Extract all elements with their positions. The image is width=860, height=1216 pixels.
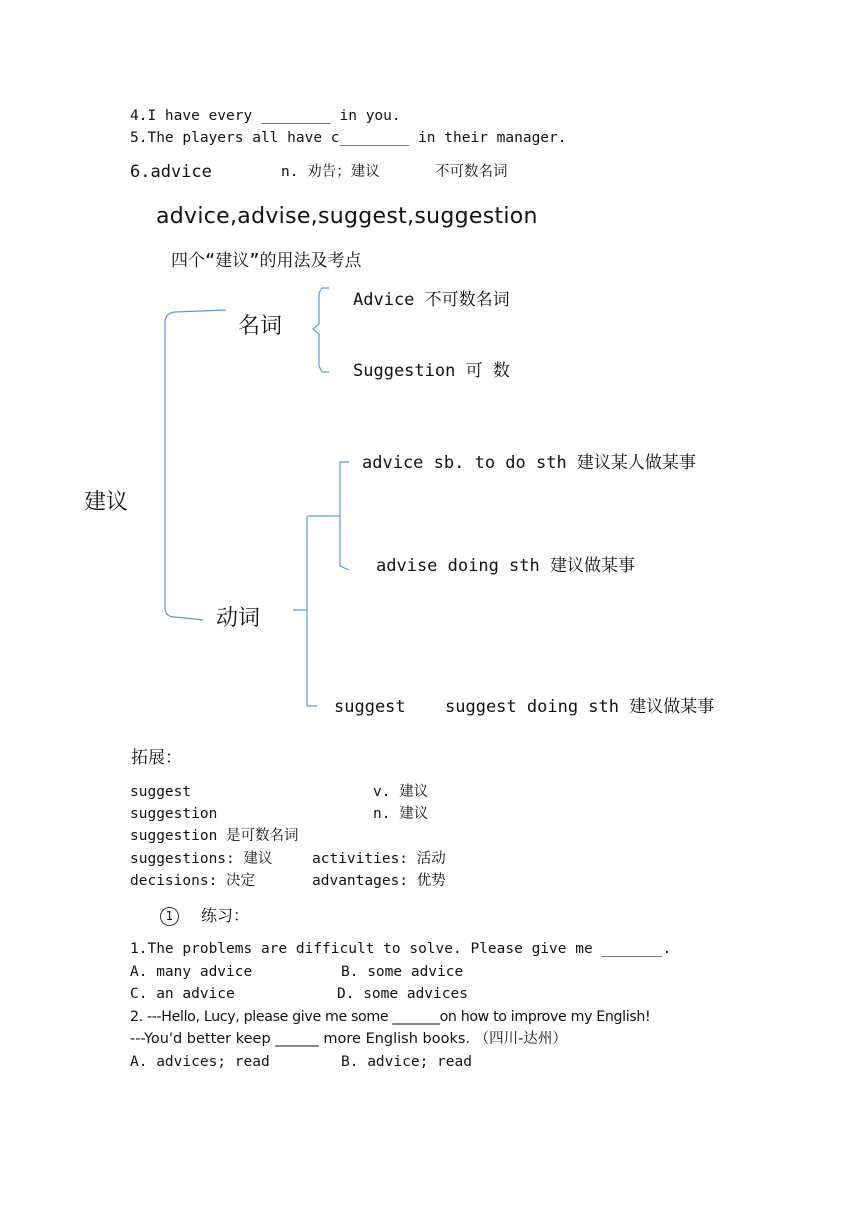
expansion-title: 拓展： — [131, 748, 182, 768]
noun-item-advice: Advice 不可数名词 — [353, 290, 510, 310]
practice-q2-option-a: A. advices; read — [130, 1054, 270, 1070]
practice-q2-line1: 2. ---Hello, Lucy, please give me some _______on how to improve my English! — [130, 1009, 651, 1025]
practice-q1-option-c: C. an advice — [130, 986, 235, 1002]
practice-title: 练习： — [201, 906, 250, 925]
diagram-noun-label: 名词 — [238, 314, 283, 339]
question-5: 5.The players all have c________ in their manager. — [130, 130, 567, 146]
diagram-verb-label: 动词 — [216, 606, 261, 631]
practice-q1-option-a: A. many advice — [130, 964, 253, 980]
practice-q2-line2: ---You'd better keep ______ more English books. （四川-达州） — [130, 1031, 567, 1047]
page-heading: advice,advise,suggest,suggestion — [156, 204, 538, 229]
vocab-word: 6.advice — [130, 162, 212, 182]
noun-item-suggestion: Suggestion 可 数 — [353, 361, 510, 381]
vocab-note: 不可数名词 — [435, 164, 508, 180]
practice-q1-stem: 1.The problems are difficult to solve. Please give me _______. — [130, 941, 672, 957]
practice-q1-option-b: B. some advice — [341, 964, 464, 980]
page-subheading: 四个“建议”的用法及考点 — [171, 251, 362, 271]
expansion-row-word: suggestion — [130, 806, 218, 822]
question-4: 4.I have every ________ in you. — [130, 108, 401, 124]
expansion-pair-right: activities: 活动 — [312, 851, 446, 867]
expansion-row-meaning: n. 建议 — [373, 806, 429, 822]
expansion-pair-left: suggestions: 建议 — [130, 851, 273, 867]
verb-suggest-usage: suggest doing sth 建议做某事 — [445, 697, 715, 717]
practice-q2-option-b: B. advice; read — [341, 1054, 472, 1070]
practice-q1-option-d: D. some advices — [337, 986, 468, 1002]
expansion-note: suggestion 是可数名词 — [130, 828, 299, 844]
expansion-row-meaning: v. 建议 — [373, 784, 429, 800]
verb-item-advise: advise doing sth 建议做某事 — [376, 556, 635, 576]
verb-item-advice: advice sb. to do sth 建议某人做某事 — [362, 453, 696, 473]
expansion-row-word: suggest — [130, 784, 192, 800]
diagram-root: 建议 — [84, 490, 129, 515]
vocab-meaning: n. 劝告；建议 — [281, 164, 380, 180]
verb-suggest-label: suggest — [334, 697, 406, 717]
expansion-pair-left: decisions: 决定 — [130, 873, 256, 889]
expansion-pair-right: advantages: 优势 — [312, 873, 446, 889]
practice-number-circle: 1 — [160, 907, 179, 926]
